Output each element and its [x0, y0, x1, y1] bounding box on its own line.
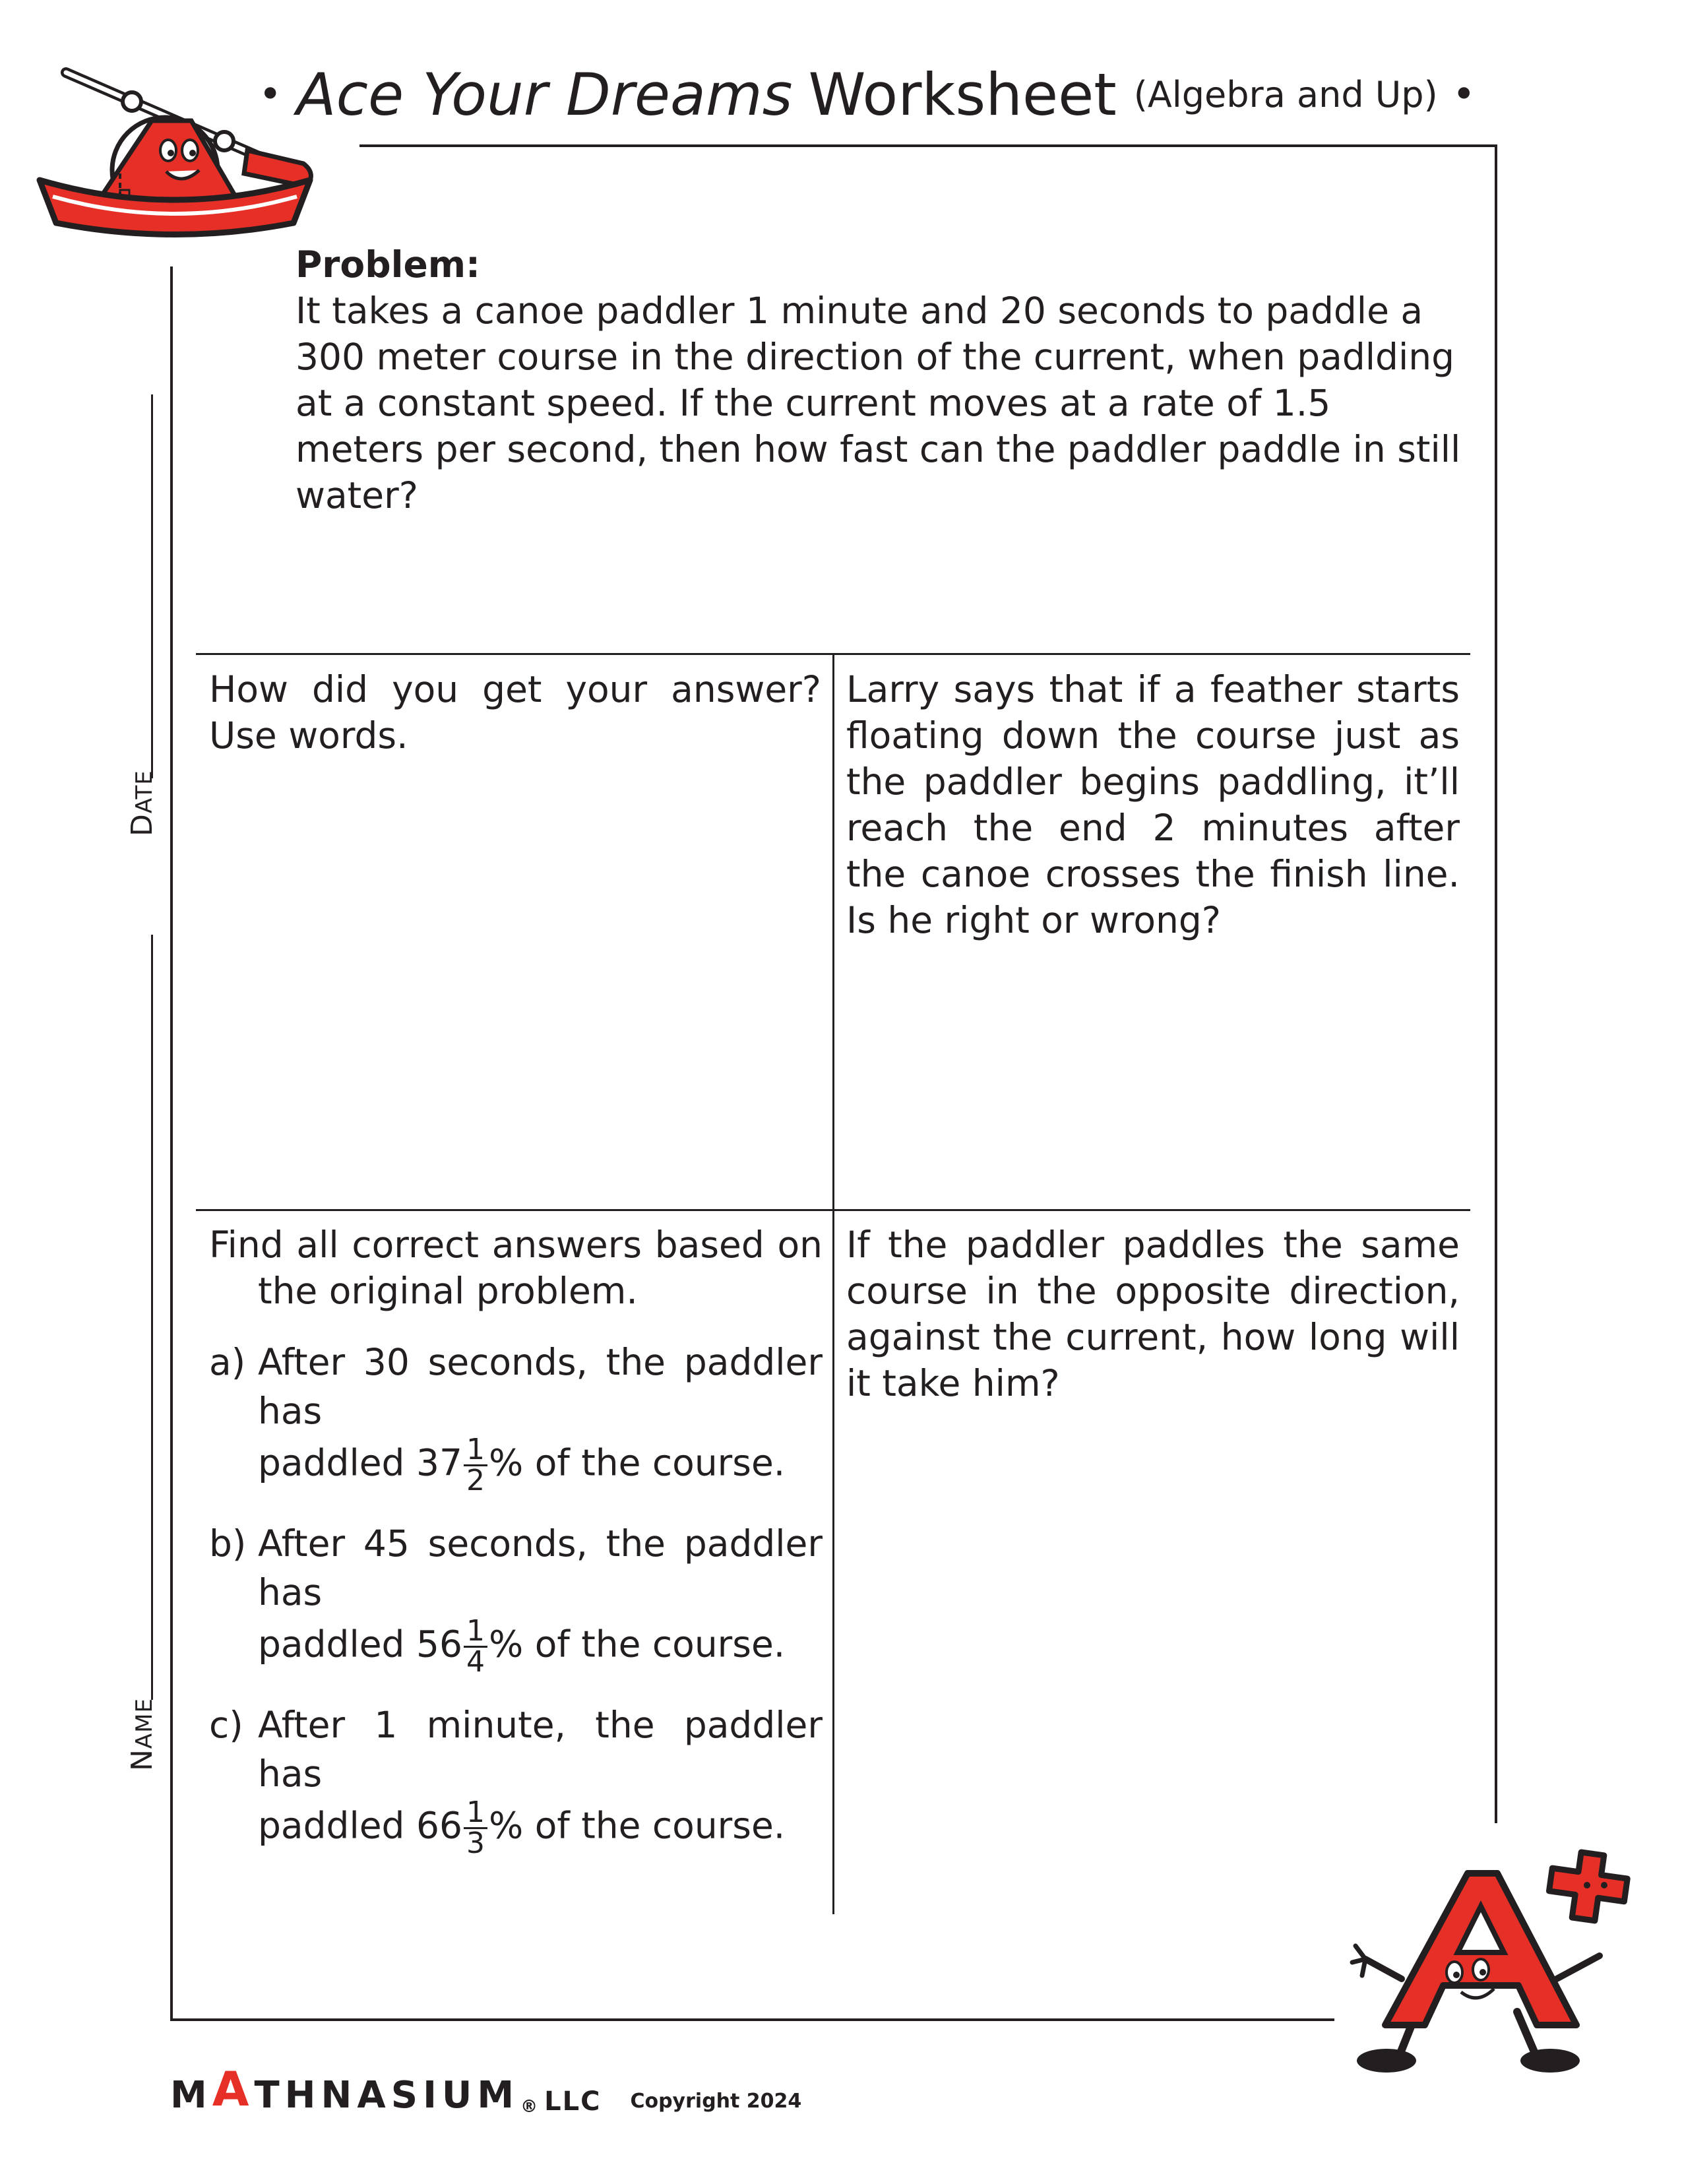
option-b-pre: paddled 56 — [258, 1623, 462, 1666]
option-c-post: % of the course. — [488, 1804, 786, 1847]
brand-registered-mark: ® — [520, 2097, 538, 2117]
option-c-line1: After 1 minute, the paddler has — [258, 1704, 823, 1795]
option-b-post: % of the course. — [488, 1623, 786, 1666]
cell-larry — [846, 666, 1460, 943]
problem-section — [296, 241, 1470, 518]
option-a — [209, 1338, 823, 1495]
cell-opposite — [846, 1222, 1460, 1406]
brand-rest: THNASIUM — [254, 2074, 520, 2117]
problem-text: It takes a canoe paddler 1 minute and 20 seconds to paddle a 300 meter course in the direction of the current, when padlding at a constant speed. If the current moves at a rate of 1.5 meters per second, then how fast can the paddler paddle in still water? — [296, 290, 1461, 516]
footer — [170, 2061, 801, 2117]
option-c-pre: paddled 66 — [258, 1804, 462, 1847]
brand-llc: LLC — [544, 2086, 602, 2117]
option-b-line1: After 45 seconds, the paddler has — [258, 1522, 823, 1613]
find-all-prompt: Find all correct answers based on the original problem. — [209, 1224, 823, 1312]
name-label: NAME — [125, 1698, 159, 1771]
option-a-letter: a) — [209, 1341, 246, 1383]
grid-vertical-line — [832, 653, 834, 1914]
option-b-letter: b) — [209, 1522, 247, 1565]
title-subtitle: (Algebra and Up) — [1133, 73, 1438, 115]
opposite-prompt: If the paddler paddles the same course in the opposite direction, against the current, how long will it take him? — [846, 1224, 1460, 1404]
a-plus-mascot-logo — [1346, 1847, 1649, 2084]
brand-letter-m: M — [170, 2074, 212, 2117]
explain-prompt: How did you get your answer? Use words. — [209, 668, 821, 757]
frame-right-line — [1495, 144, 1497, 1823]
copyright-text: Copyright 2024 — [630, 2090, 802, 2113]
date-label: DATE — [125, 770, 159, 836]
cell-find-all — [209, 1222, 823, 1858]
larry-prompt: Larry says that if a feather starts floating down the course just as the paddler begins paddling, it’ll reach the end 2 minutes after the canoe crosses the finish line. Is he right or wrong? — [846, 668, 1460, 941]
frame-bottom-line — [170, 2018, 1334, 2021]
option-c-letter: c) — [209, 1704, 243, 1746]
mathnasium-logo — [170, 2061, 601, 2117]
frame-left-line — [170, 266, 173, 2021]
date-underline — [151, 394, 153, 778]
title-italic-text: Ace Your Dreams — [296, 60, 793, 129]
name-underline — [151, 935, 153, 1700]
worksheet-title — [244, 58, 1490, 131]
option-a-post: % of the course. — [488, 1441, 786, 1484]
option-a-pre: paddled 37 — [258, 1441, 462, 1484]
cell-explain — [209, 666, 821, 759]
option-a-line1: After 30 seconds, the paddler has — [258, 1341, 823, 1432]
frame-top-line — [359, 144, 1497, 147]
option-b-fraction: $\frac{1}{4}$ — [464, 1617, 487, 1677]
option-c-fraction: $\frac{1}{3}$ — [464, 1798, 487, 1858]
option-b — [209, 1519, 823, 1677]
brand-letter-a: A — [212, 2061, 255, 2117]
option-a-fraction: $\frac{1}{2}$ — [464, 1435, 487, 1495]
title-main-text: Worksheet — [808, 60, 1117, 129]
option-c — [209, 1700, 823, 1858]
title-bullet-right: • — [1452, 71, 1476, 117]
title-bullet-left: • — [259, 71, 282, 117]
problem-label: Problem: — [296, 243, 481, 286]
